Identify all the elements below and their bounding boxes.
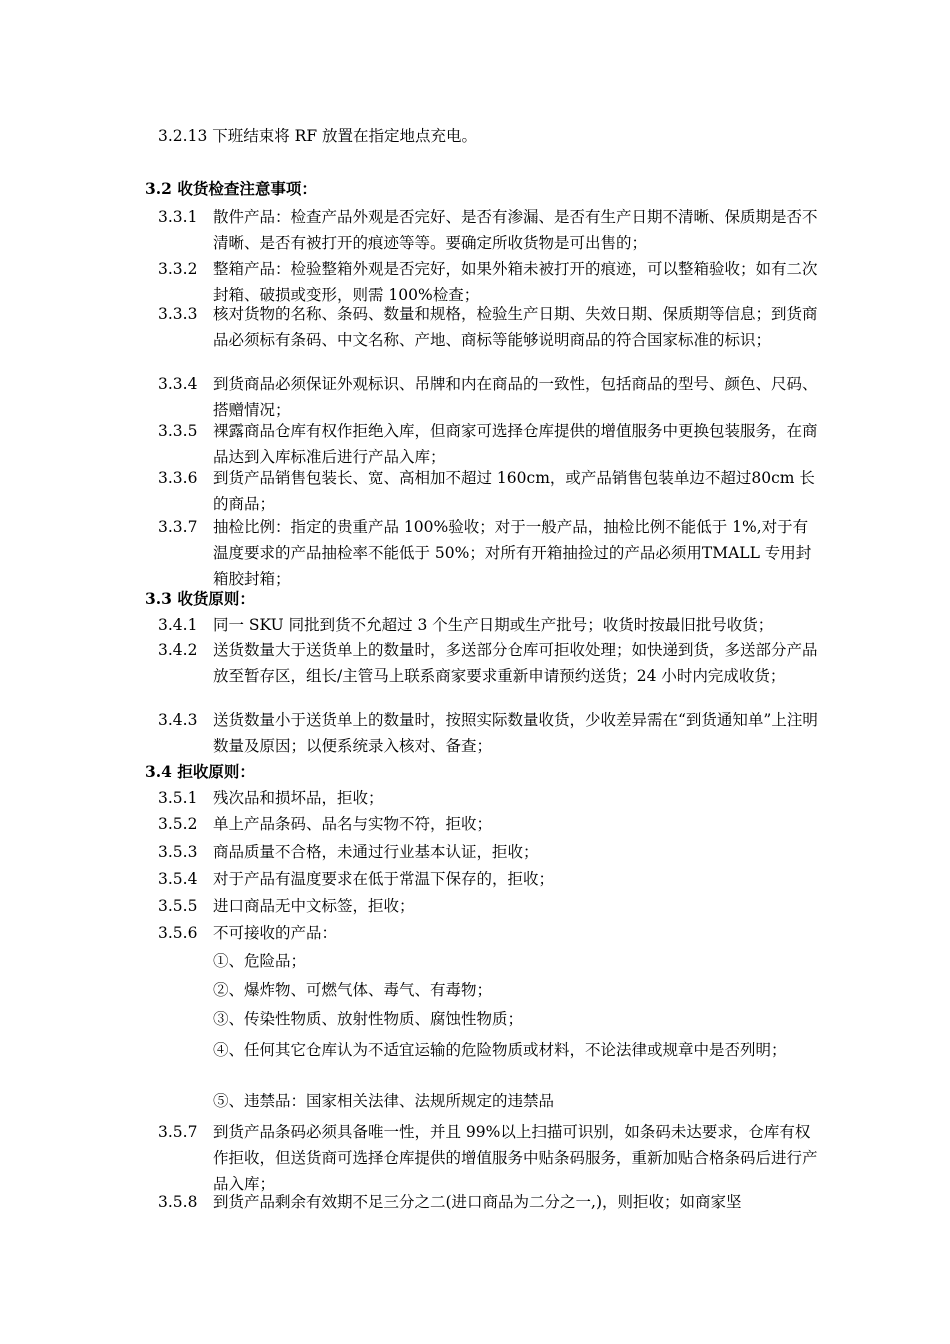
- item-number: 3.5.4: [158, 870, 198, 888]
- sub-item: ①、危险品；: [213, 952, 307, 970]
- item-text: 送货数量大于送货单上的数量时，多送部分仓库可拒收处理；如快递到货，多送部分产品放至暂存区，组长/主管马上联系商家要求重新申请预约送货；24 小时内完成收货；: [213, 641, 818, 685]
- item-number: 3.5.1: [158, 789, 198, 807]
- item-number: 3.3.2: [158, 260, 198, 278]
- item-text: 残次品和损坏品，拒收；: [213, 789, 384, 807]
- item-text: 商品质量不合格，未通过行业基本认证，拒收；: [213, 843, 539, 861]
- sub-item: ④、任何其它仓库认为不适宜运输的危险物质或材料，不论法律或规章中是否列明；: [213, 1041, 787, 1059]
- section-heading-inspection: 3.2 收货检查注意事项：: [145, 179, 317, 198]
- sub-item: ②、爆炸物、可燃气体、毒气、有毒物；: [213, 981, 493, 999]
- item-text: 到货产品剩余有效期不足三分之二(进口商品为二分之一,)，则拒收；如商家坚: [213, 1193, 742, 1211]
- section-heading-receiving: 3.3 收货原则：: [145, 589, 255, 608]
- item-text: 送货数量小于送货单上的数量时，按照实际数量收货，少收差异需在“到货通知单”上注明数量及原因；以便系统录入核对、备查；: [213, 711, 818, 755]
- item-text: 核对货物的名称、条码、数量和规格，检验生产日期、失效日期、保质期等信息；到货商品必须标有条码、中文名称、产地、商标等能够说明商品的符合国家标准的标识；: [213, 305, 818, 349]
- item-text: 到货产品条码必须具备唯一性，并且 99%以上扫描可识别，如条码未达要求，仓库有权作拒收，但送货商可选择仓库提供的增值服务中贴条码服务，重新加贴合格条码后进行产品入库；: [213, 1123, 818, 1193]
- item-text: 进口商品无中文标签，拒收；: [213, 897, 415, 915]
- item-number: 3.4.2: [158, 641, 198, 659]
- item-number: 3.5.6: [158, 924, 198, 942]
- item-text: 裸露商品仓库有权作拒绝入库，但商家可选择仓库提供的增值服务中更换包装服务，在商品达到入库标准后进行产品入库；: [213, 422, 818, 466]
- item-text: 同一 SKU 同批到货不允超过 3 个生产日期或生产批号；收货时按最旧批号收货；: [213, 616, 774, 634]
- item-number: 3.5.3: [158, 843, 198, 861]
- sub-item: ③、传染性物质、放射性物质、腐蚀性物质；: [213, 1010, 524, 1028]
- item-number: 3.4.3: [158, 711, 198, 729]
- item-text: 单上产品条码、品名与实物不符，拒收；: [213, 815, 493, 833]
- item-text: 对于产品有温度要求在低于常温下保存的，拒收；: [213, 870, 555, 888]
- sub-item: ⑤、违禁品：国家相关法律、法规所规定的违禁品: [213, 1092, 555, 1110]
- item-number: 3.3.1: [158, 208, 198, 226]
- item-number: 3.3.6: [158, 469, 198, 487]
- intro-line: 3.2.13 下班结束将 RF 放置在指定地点充电。: [158, 127, 478, 145]
- item-number: 3.5.7: [158, 1123, 198, 1141]
- item-number: 3.3.3: [158, 305, 198, 323]
- item-text: 散件产品：检查产品外观是否完好、是否有渗漏、是否有生产日期不清晰、保质期是否不清晰、是否有被打开的痕迹等等。要确定所收货物是可出售的；: [213, 208, 818, 252]
- item-text: 到货商品必须保证外观标识、吊牌和内在商品的一致性，包括商品的型号、颜色、尺码、搭赠情况；: [213, 375, 818, 419]
- item-number: 3.4.1: [158, 616, 198, 634]
- item-number: 3.3.5: [158, 422, 198, 440]
- item-text: 到货产品销售包装长、宽、高相加不超过 160cm，或产品销售包装单边不超过80cm 长的商品；: [213, 469, 815, 513]
- section-heading-rejection: 3.4 拒收原则：: [145, 762, 255, 781]
- item-text: 不可接收的产品：: [213, 924, 338, 942]
- item-number: 3.5.8: [158, 1193, 198, 1211]
- item-text: 抽检比例：指定的贵重产品 100%验收；对于一般产品，抽检比例不能低于 1%,对于有温度要求的产品抽检率不能低于 50%；对所有开箱抽捡过的产品必须用TMALL 专用封箱胶封箱；: [213, 518, 812, 588]
- item-number: 3.5.5: [158, 897, 198, 915]
- item-number: 3.3.7: [158, 518, 198, 536]
- item-text: 整箱产品：检验整箱外观是否完好，如果外箱未被打开的痕迹，可以整箱验收；如有二次封箱、破损或变形，则需 100%检查；: [213, 260, 818, 304]
- item-number: 3.3.4: [158, 375, 198, 393]
- item-number: 3.5.2: [158, 815, 198, 833]
